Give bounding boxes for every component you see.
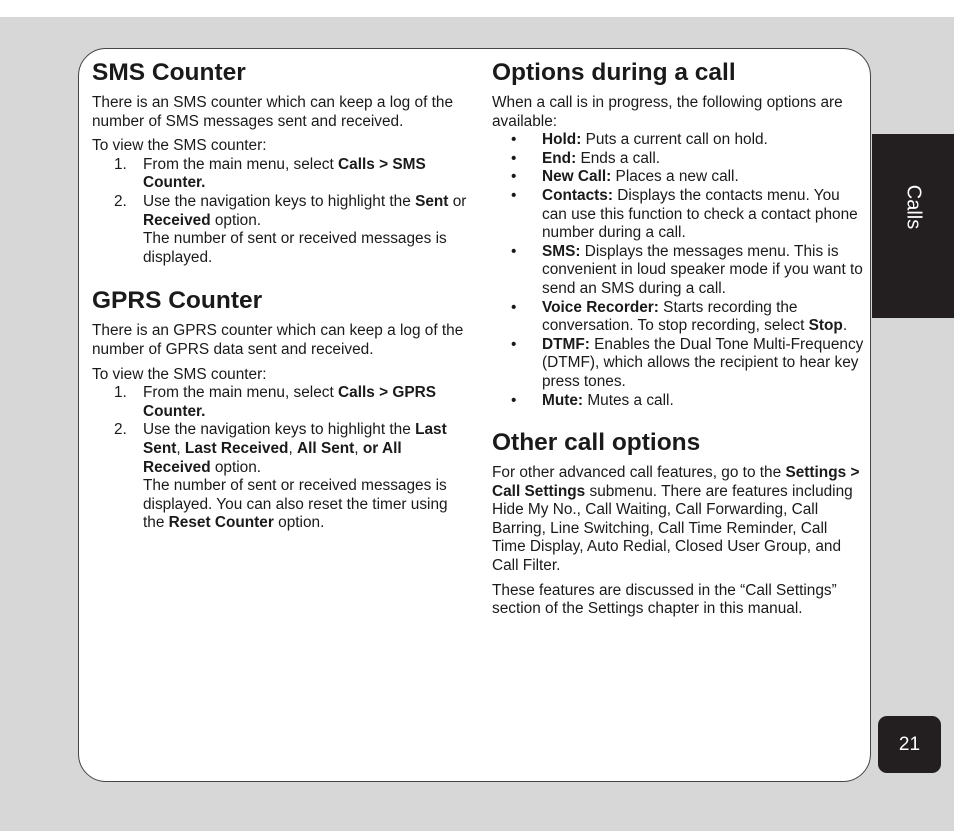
option-label: Contacts: (542, 186, 613, 204)
gprs-view-label: To view the SMS counter: (92, 365, 267, 383)
option-item-hold (492, 131, 864, 150)
sep: , (176, 439, 185, 457)
option-last-received: Last Received (184, 439, 289, 457)
bullet: • (511, 391, 517, 409)
step-number: 1. (114, 384, 127, 402)
gprs-counter-intro: There is an GPRS counter which can keep a log of the number of GPRS data sent and received. (92, 322, 464, 358)
option-desc: Ends a call. (576, 149, 661, 167)
sms-step-2 (92, 193, 470, 267)
step-text: From the main menu, select (143, 155, 339, 173)
option-label: New Call: (542, 168, 612, 186)
para-text: submenu. There are features including Hide My No., Call Waiting, Call Forwarding, Call Barring, Line Switching, Call Time Reminder, Call Time Display, Auto Redial, Closed User Group, and Call Filter. (492, 482, 853, 575)
options-during-call-section (492, 58, 864, 410)
option-desc: Enables the Dual Tone Multi-Frequency (DTMF), which allows the recipient to hear key press tones. (542, 335, 864, 390)
left-column (92, 58, 470, 533)
option-item-end (492, 150, 864, 169)
bullet: • (511, 335, 517, 353)
option-stop: Stop (808, 317, 843, 335)
sep: , (288, 439, 297, 457)
gprs-counter-section (92, 286, 470, 533)
sms-view-label: To view the SMS counter: (92, 137, 267, 155)
option-label: End: (542, 149, 577, 167)
step-text: option. (210, 211, 262, 229)
step-number: 2. (114, 192, 127, 210)
sms-counter-intro: There is an SMS counter which can keep a log of the number of SMS messages sent and received. (92, 94, 454, 130)
option-sent: Sent (415, 192, 449, 210)
option-label: Voice Recorder: (542, 298, 659, 316)
gprs-steps (92, 384, 470, 533)
option-item-sms (492, 243, 864, 299)
sms-step-1 (92, 156, 470, 193)
option-label: Mute: (542, 391, 584, 409)
gprs-step-2 (92, 421, 470, 533)
step-number: 1. (114, 155, 127, 173)
chapter-tab-label: Calls (902, 184, 925, 230)
bullet: • (511, 242, 517, 260)
sep: , (354, 439, 363, 457)
gprs-step-1 (92, 384, 470, 421)
page-number: 21 (878, 716, 941, 773)
sms-counter-section (92, 58, 470, 267)
top-band (0, 0, 954, 17)
options-intro: When a call is in progress, the following options are available: (492, 94, 843, 130)
step-text: Use the navigation keys to highlight the (143, 192, 416, 210)
right-column (492, 58, 864, 625)
option-item-mute (492, 392, 864, 411)
step-result: The number of sent or received messages is displayed. (143, 230, 447, 266)
option-label: Hold: (542, 131, 582, 149)
option-last-sent: Last Sent (143, 421, 447, 457)
sms-counter-title: SMS Counter (92, 59, 246, 86)
section-gap (492, 410, 864, 428)
step-text: Use the navigation keys to highlight the (143, 421, 416, 439)
option-desc: Displays the contacts menu. You can use this function to check a contact phone number during a call. (542, 186, 858, 242)
section-gap (92, 267, 470, 286)
other-call-options-title: Other call options (492, 429, 701, 457)
option-item-voice-recorder (492, 299, 864, 336)
option-desc: Puts a current call on hold. (581, 131, 768, 149)
option-all-received: or All Received (143, 439, 402, 476)
bullet: • (511, 186, 517, 204)
sms-steps (92, 156, 470, 268)
option-item-new-call (492, 168, 864, 187)
bullet: • (511, 131, 517, 149)
option-desc: Displays the messages menu. This is convenient in loud speaker mode if you want to send an SMS during a call. (542, 242, 863, 297)
step-text: option. (210, 458, 262, 476)
gprs-counter-title: GPRS Counter (92, 287, 263, 315)
options-list (492, 131, 864, 410)
step-number: 2. (114, 421, 127, 439)
option-desc: Mutes a call. (583, 391, 674, 409)
other-options-note: These features are discussed in the “Call Settings” section of the Settings chapter in this manual. (492, 581, 837, 618)
option-item-contacts (492, 187, 864, 243)
option-label: DTMF: (542, 335, 590, 353)
step-menu-path: Calls > SMS Counter. (143, 155, 426, 192)
other-options-paragraph (492, 464, 864, 576)
settings-path: Settings > Call Settings (492, 464, 860, 500)
other-call-options-section (492, 428, 864, 619)
bullet: • (511, 149, 517, 167)
options-during-call-title: Options during a call (492, 59, 736, 86)
step-menu-path: Calls > GPRS Counter. (143, 384, 436, 420)
option-item-dtmf (492, 336, 864, 392)
para-text: For other advanced call features, go to the (492, 464, 786, 482)
step-text: From the main menu, select (143, 384, 339, 402)
option-desc: Starts recording the conversation. To stop recording, select (542, 298, 809, 335)
option-desc: . (842, 317, 848, 335)
step-result: option. (273, 514, 325, 532)
bullet: • (511, 298, 517, 316)
option-received: Received (143, 211, 211, 229)
option-reset-counter: Reset Counter (168, 514, 274, 532)
step-text: or (448, 192, 467, 210)
bullet: • (511, 168, 517, 186)
step-result: The number of sent or received messages is displayed. You can also reset the timer using the (143, 477, 448, 532)
option-desc: Places a new call. (611, 168, 739, 186)
option-all-sent: All Sent (297, 439, 355, 457)
option-label: SMS: (542, 242, 581, 260)
